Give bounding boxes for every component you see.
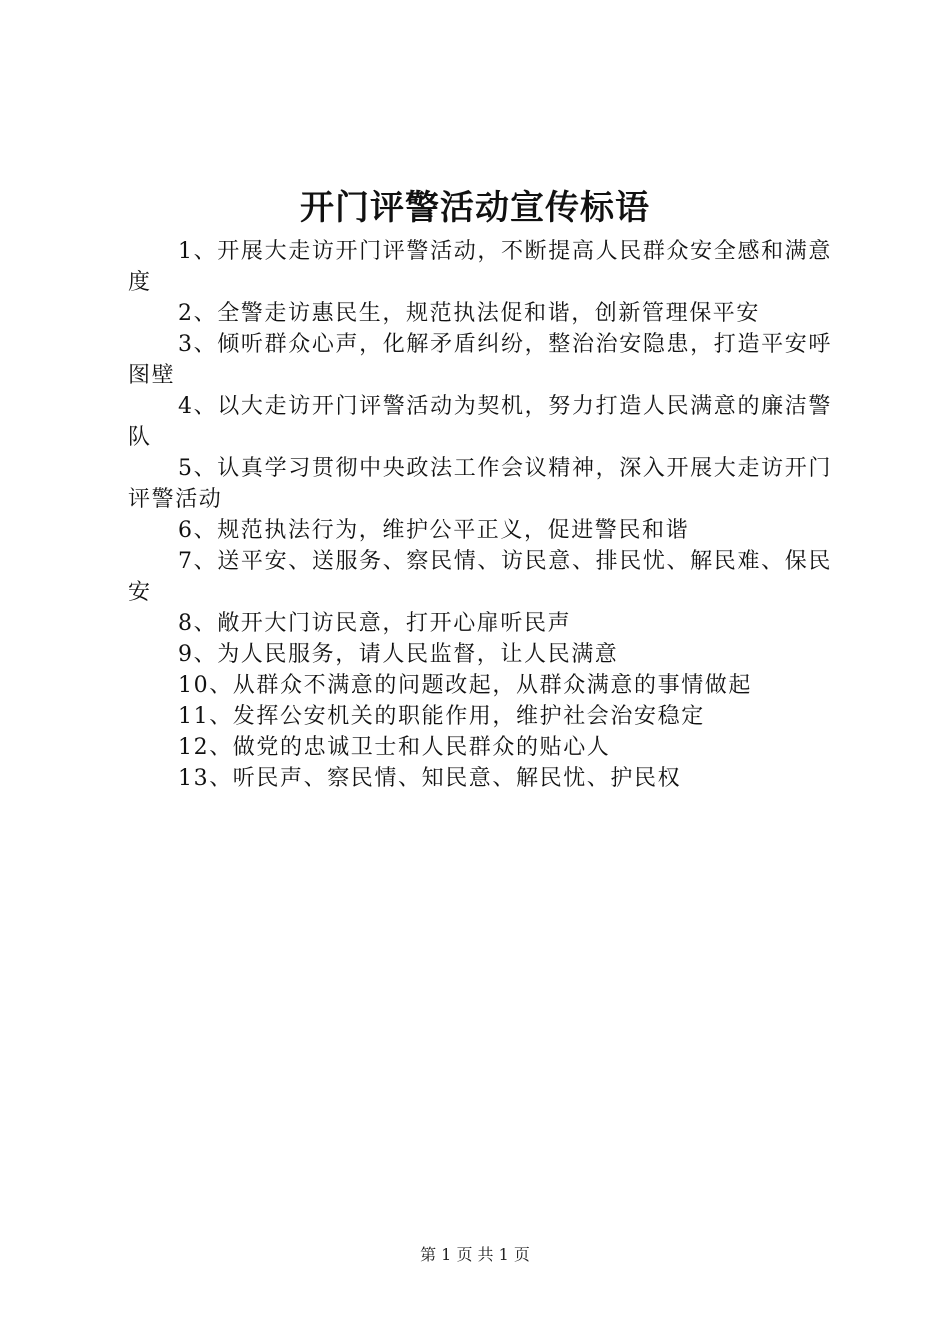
slogan-item: 10、从群众不满意的问题改起，从群众满意的事情做起 [178,673,752,698]
slogan-item: 13、听民声、察民情、知民意、解民忧、护民权 [178,766,682,791]
slogan-item: 5、认真学习贯彻中央政法工作会议精神，深入开展大走访开门评警活动 [128,456,832,512]
slogan-item: 8、敞开大门访民意，打开心扉听民声 [178,611,572,636]
slogan-item: 1、开展大走访开门评警活动，不断提高人民群众安全感和满意度 [128,239,832,295]
slogan-item: 7、送平安、送服务、察民情、访民意、排民忧、解民难、保民安 [128,549,832,605]
slogan-item: 2、全警走访惠民生，规范执法促和谐，创新管理保平安 [178,301,760,326]
slogan-list [128,236,832,794]
slogan-item: 12、做党的忠诚卫士和人民群众的贴心人 [178,735,611,760]
page-number-footer: 第 1 页 共 1 页 [420,1245,530,1264]
slogan-item: 11、发挥公安机关的职能作用，维护社会治安稳定 [178,704,705,729]
slogan-item: 3、倾听群众心声，化解矛盾纠纷，整治治安隐患，打造平安呼图壁 [128,332,832,388]
page-title: 开门评警活动宣传标语 [300,188,650,228]
slogan-item: 4、以大走访开门评警活动为契机，努力打造人民满意的廉洁警队 [128,394,832,450]
slogan-item: 6、规范执法行为，维护公平正义，促进警民和谐 [178,518,690,543]
slogan-item: 9、为人民服务，请人民监督，让人民满意 [178,642,619,667]
